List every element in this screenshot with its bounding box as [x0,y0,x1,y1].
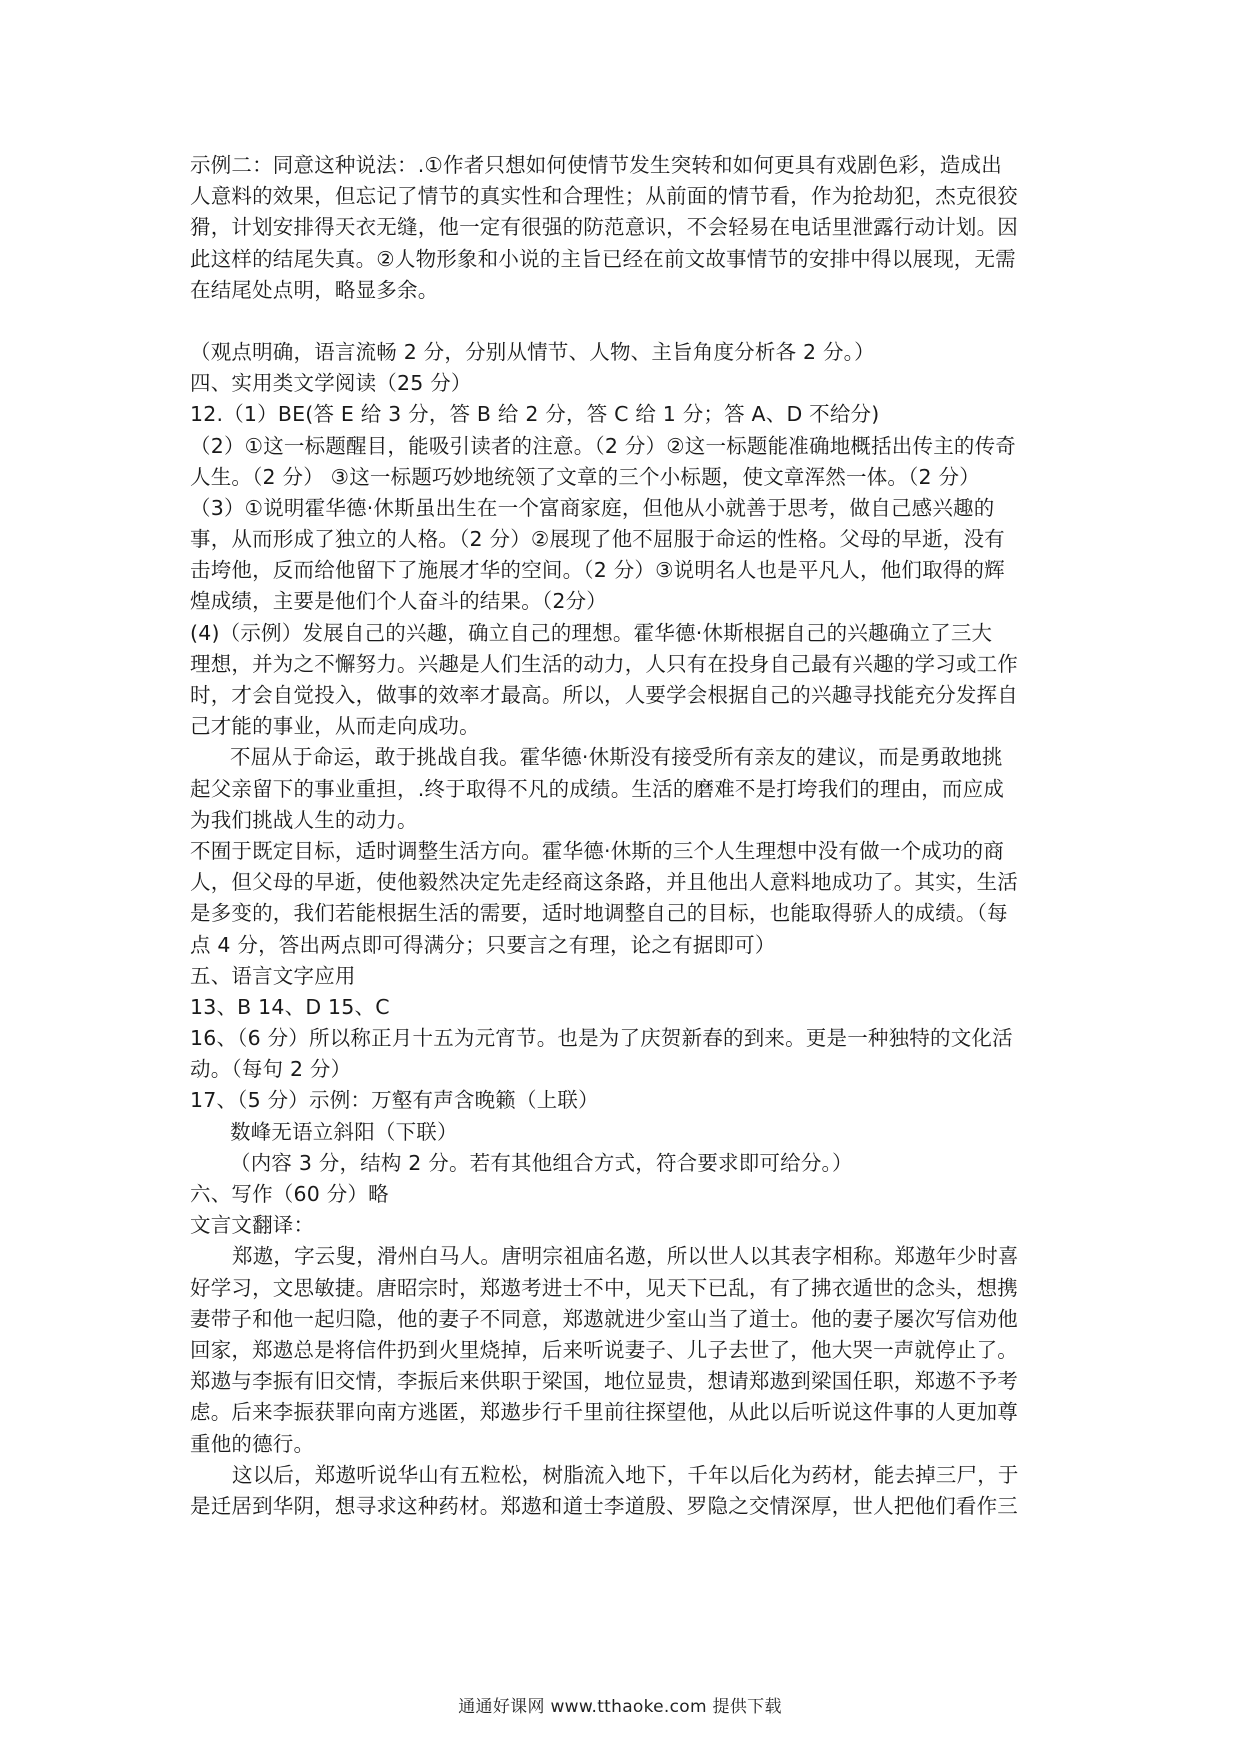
answer-line: 起父亲留下的事业重担，.终于取得不凡的成绩。生活的磨难不是打垮我们的理由，而应成 [190,776,1005,801]
answer-line: 不屈从于命运，敢于挑战自我。霍华德·休斯没有接受所有亲友的建议，而是勇敢地挑 [230,745,1003,770]
answer-line: 人，但父母的早逝，使他毅然决定先走经商这条路，并且他出人意料地成功了。其实，生活 [190,870,1018,895]
translation-line: 是迁居到华阴，想寻求这种药材。郑遨和道士李道殷、罗隐之交情深厚，世人把他们看作三 [190,1493,1018,1518]
translation-line: 回家，郑遨总是将信件扔到火里烧掉，后来听说妻子、儿子去世了，他大哭一声就停止了。 [190,1337,1018,1362]
text-line: 此这样的结尾失真。②人物形象和小说的主旨已经在前文故事情节的安排中得以展现，无需 [190,246,1016,271]
section-heading: 文言文翻译： [190,1213,315,1238]
section-heading: 六、写作（60 分）略 [190,1182,389,1206]
answer-line: (4)（示例）发展自己的兴趣，确立自己的理想。霍华德·休斯根据自己的兴趣确立了三大 [190,620,993,645]
answer-line: 理想，并为之不懈努力。兴趣是人们生活的动力，人只有在投身自己最有兴趣的学习或工作 [190,651,1018,676]
document-body [190,150,1070,1522]
paragraph-gap [190,306,1070,337]
answer-line: 13、B 14、D 15、C [190,994,390,1019]
text-line: 猾，计划安排得天衣无缝，他一定有很强的防范意识，不会轻易在电话里泄露行动计划。因 [190,215,1018,240]
translation-line: 虑。后来李振获罪向南方逃匿，郑遨步行千里前往探望他，从此以后听说这件事的人更加尊 [190,1400,1018,1425]
answer-line: 击垮他，反而给他留下了施展才华的空间。（2 分）③说明名人也是平凡人，他们取得的辉 [190,558,1005,583]
page-footer: 通通好课网 www.tthaoke.com 提供下载 [458,1697,782,1717]
answer-line: 12.（1）BE(答 E 给 3 分，答 B 给 2 分，答 C 给 1 分；答 A、D 不给分) [190,402,880,427]
answer-line: （3）①说明霍华德·休斯虽出生在一个富商家庭，但他从小就善于思考，做自己感兴趣的 [190,495,995,520]
text-line: 示例二：同意这种说法：.①作者只想如何使情节发生突转和如何更具有戏剧色彩，造成出 [190,153,1002,177]
section-heading: 五、语言文字应用 [190,963,356,988]
answer-line: （2）①这一标题醒目，能吸引读者的注意。（2 分）②这一标题能准确地概括出传主的传奇 [190,433,1017,458]
translation-line: 好学习，文思敏捷。唐昭宗时，郑遨考进士不中，见天下已乱，有了拂衣遁世的念头，想携 [190,1275,1018,1300]
answer-line: 动。（每句 2 分） [190,1057,352,1082]
answer-line: 16、（6 分）所以称正月十五为元宵节。也是为了庆贺新春的到来。更是一种独特的文化活 [190,1026,1013,1051]
answer-line: 是多变的，我们若能根据生活的需要，适时地调整自己的目标，也能取得骄人的成绩。（每 [190,901,1008,926]
translation-line: 这以后，郑遨听说华山有五粒松，树脂流入地下，千年以后化为药材，能去掉三尸，于 [232,1462,1019,1487]
scoring-note: （观点明确，语言流畅 2 分，分别从情节、人物、主旨角度分析各 2 分。） [190,339,875,364]
answer-line: 数峰无语立斜阳（下联） [230,1119,458,1144]
answer-line: 点 4 分，答出两点即可得满分；只要言之有理，论之有据即可） [190,932,776,957]
answer-line: 为我们挑战人生的动力。 [190,807,418,832]
section-heading: 四、实用类文学阅读（25 分） [190,371,472,396]
text-line: 人意料的效果，但忘记了情节的真实性和合理性；从前面的情节看，作为抢劫犯，杰克很狡 [190,184,1018,209]
translation-line: 郑遨，字云叟，滑州白马人。唐明宗祖庙名遨，所以世人以其表字相称。郑遨年少时喜 [232,1244,1019,1269]
text-line: 在结尾处点明，略显多余。 [190,277,439,302]
scoring-note: （内容 3 分，结构 2 分。若有其他组合方式，符合要求即可给分。） [230,1150,853,1175]
translation-line: 重他的德行。 [190,1431,315,1456]
answer-line: 17、（5 分）示例：万壑有声含晚籁（上联） [190,1088,599,1113]
answer-line: 己才能的事业，从而走向成功。 [190,714,480,739]
answer-line: 人生。（2 分） ③这一标题巧妙地统领了文章的三个小标题，使文章浑然一体。（2 分） [190,464,980,489]
translation-line: 郑遨与李振有旧交情，李振后来供职于梁国，地位显贵，想请郑遨到梁国任职，郑遨不予考 [190,1369,1018,1394]
answer-line: 时，才会自觉投入，做事的效率才最高。所以，人要学会根据自己的兴趣寻找能充分发挥自 [190,683,1018,707]
translation-line: 妻带子和他一起归隐，他的妻子不同意，郑遨就进少室山当了道士。他的妻子屡次写信劝他 [190,1306,1018,1331]
answer-line: 不囿于既定目标，适时调整生活方向。霍华德·休斯的三个人生理想中没有做一个成功的商 [190,838,1005,863]
answer-line: 事，从而形成了独立的人格。（2 分）②展现了他不屈服于命运的性格。父母的早逝，没有 [190,527,1005,552]
answer-line: 煌成绩，主要是他们个人奋斗的结果。（2分） [190,589,607,614]
